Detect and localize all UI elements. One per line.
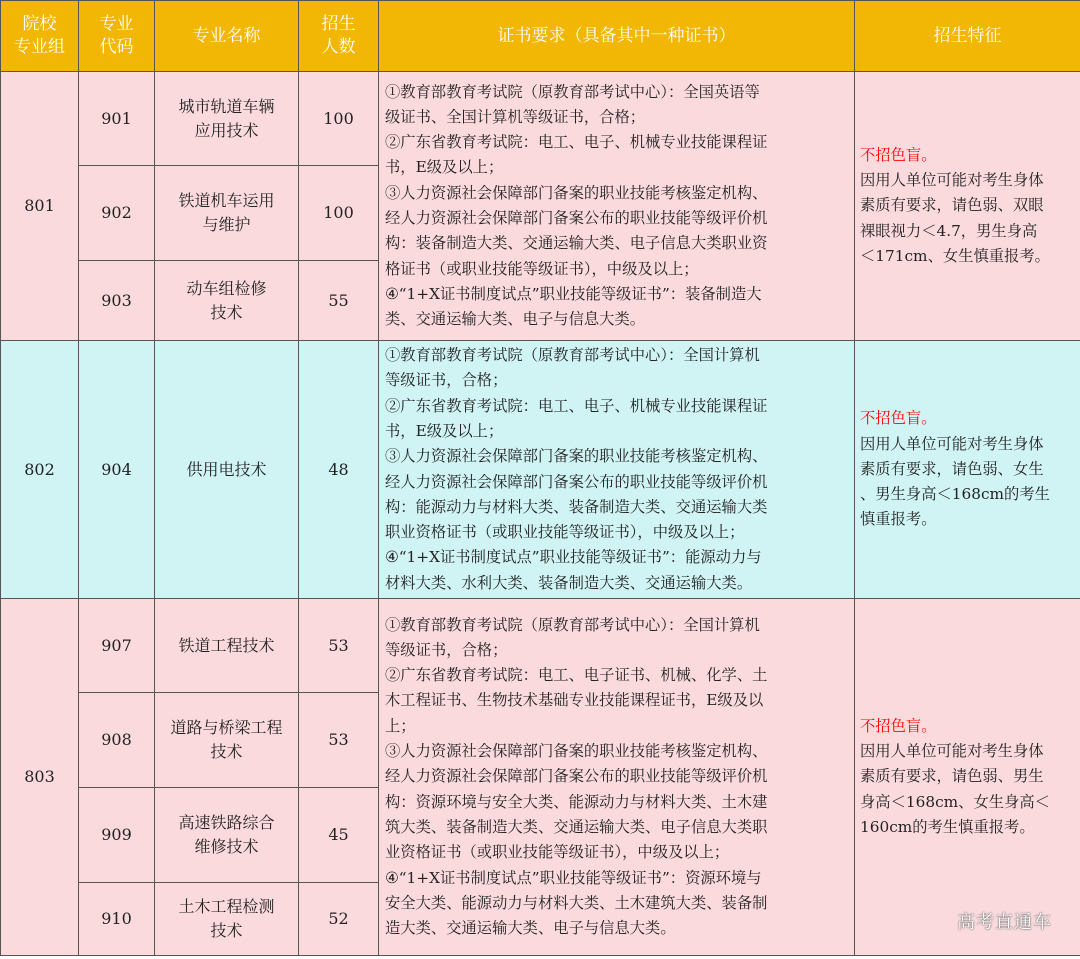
major-name-cell: 供用电技术 — [155, 341, 299, 599]
major-code-cell: 907 — [79, 599, 155, 693]
cert-requirements-cell: ①教育部教育考试院（原教育部考试中心）：全国英语等 级证书、全国计算机等级证书，合格； ②广东省教育考试院：电工、电子、机械专业技能课程证 书，E级及以上； ③人力资源社会保障部门备案的职业技能考核鉴定机构、 经人力资源社会保障部门备案公布的职业技能等级评价机 构：装备制造大类、交通运输大类、电子信息大类职业资 格证书（或职业技能等级证书），中级及以上； ④“1+X证书制度试点”职业技能等级证书”：装备制造大 类、交通运输大类、电子与信息大类。 — [379, 72, 855, 341]
table-row — [1, 599, 1080, 693]
admission-feature-cell: 不招色盲。 因用人单位可能对考生身体 素质有要求，请色弱、男生 身高＜168cm、女生身高＜ 160cm的考生慎重报考。 — [855, 599, 1080, 956]
major-code-cell: 910 — [79, 883, 155, 956]
enrollment-count-cell: 53 — [299, 599, 379, 693]
major-code-cell: 901 — [79, 72, 155, 166]
admission-feature-cell: 不招色盲。 因用人单位可能对考生身体 素质有要求，请色弱、双眼 裸眼视力＜4.7，男生身高 ＜171cm、女生慎重报考。 — [855, 72, 1080, 341]
header-count: 招生 人数 — [299, 1, 379, 72]
admission-feature-cell: 不招色盲。 因用人单位可能对考生身体 素质有要求，请色弱、女生 、男生身高＜168cm的考生 慎重报考。 — [855, 341, 1080, 599]
major-name-cell: 道路与桥梁工程 技术 — [155, 693, 299, 788]
major-name-cell: 铁道机车运用 与维护 — [155, 166, 299, 261]
watermark-text: 高考直通车 — [957, 912, 1052, 933]
table-row — [1, 72, 1080, 166]
header-cert: 证书要求（具备其中一种证书） — [379, 1, 855, 72]
no-colorblind-notice: 不招色盲。 — [860, 145, 937, 164]
major-code-cell: 903 — [79, 261, 155, 341]
header-name: 专业名称 — [155, 1, 299, 72]
group-code-cell: 801 — [1, 72, 79, 341]
enrollment-count-cell: 48 — [299, 341, 379, 599]
cert-requirements-cell: ①教育部教育考试院（原教育部考试中心）：全国计算机 等级证书，合格； ②广东省教育考试院：电工、电子证书、机械、化学、土 木工程证书、生物技术基础专业技能课程证书，E级及以 上； ③人力资源社会保障部门备案的职业技能考核鉴定机构、 经人力资源社会保障部门备案公布的职业技能等级评价机 构：资源环境与安全大类、能源动力与材料大类、土木建 筑大类、装备制造大类、交通运输大类、电子信息大类职 业资格证书（或职业技能等级证书），中级及以上； ④“1+X证书制度试点”职业技能等级证书”：资源环境与 安全大类、能源动力与材料大类、土木建筑大类、装备制 造大类、交通运输大类、电子与信息大类。 — [379, 599, 855, 956]
enrollment-count-cell: 45 — [299, 788, 379, 883]
no-colorblind-notice: 不招色盲。 — [860, 409, 937, 428]
major-name-cell: 铁道工程技术 — [155, 599, 299, 693]
cert-requirements-cell: ①教育部教育考试院（原教育部考试中心）：全国计算机 等级证书，合格； ②广东省教育考试院：电工、电子、机械专业技能课程证 书，E级及以上； ③人力资源社会保障部门备案的职业技能考核鉴定机构、 经人力资源社会保障部门备案公布的职业技能等级评价机 构：能源动力与材料大类、装备制造大类、交通运输大类 职业资格证书（或职业技能等级证书），中级及以上； ④“1+X证书制度试点”职业技能等级证书”：能源动力与 材料大类、水利大类、装备制造大类、交通运输大类。 — [379, 341, 855, 599]
major-code-cell: 902 — [79, 166, 155, 261]
major-name-cell: 土木工程检测 技术 — [155, 883, 299, 956]
table-row — [1, 341, 1080, 599]
enrollment-count-cell: 55 — [299, 261, 379, 341]
major-code-cell: 904 — [79, 341, 155, 599]
header-row — [1, 1, 1080, 72]
header-code: 专业 代码 — [79, 1, 155, 72]
no-colorblind-notice: 不招色盲。 — [860, 716, 937, 735]
group-code-cell: 802 — [1, 341, 79, 599]
major-name-cell: 高速铁路综合 维修技术 — [155, 788, 299, 883]
enrollment-count-cell: 52 — [299, 883, 379, 956]
enrollment-count-cell: 100 — [299, 72, 379, 166]
enrollment-count-cell: 100 — [299, 166, 379, 261]
major-code-cell: 908 — [79, 693, 155, 788]
enrollment-count-cell: 53 — [299, 693, 379, 788]
major-name-cell: 城市轨道车辆 应用技术 — [155, 72, 299, 166]
major-name-cell: 动车组检修 技术 — [155, 261, 299, 341]
group-code-cell: 803 — [1, 599, 79, 956]
major-code-cell: 909 — [79, 788, 155, 883]
header-group: 院校 专业组 — [1, 1, 79, 72]
header-feature: 招生特征 — [855, 1, 1080, 72]
